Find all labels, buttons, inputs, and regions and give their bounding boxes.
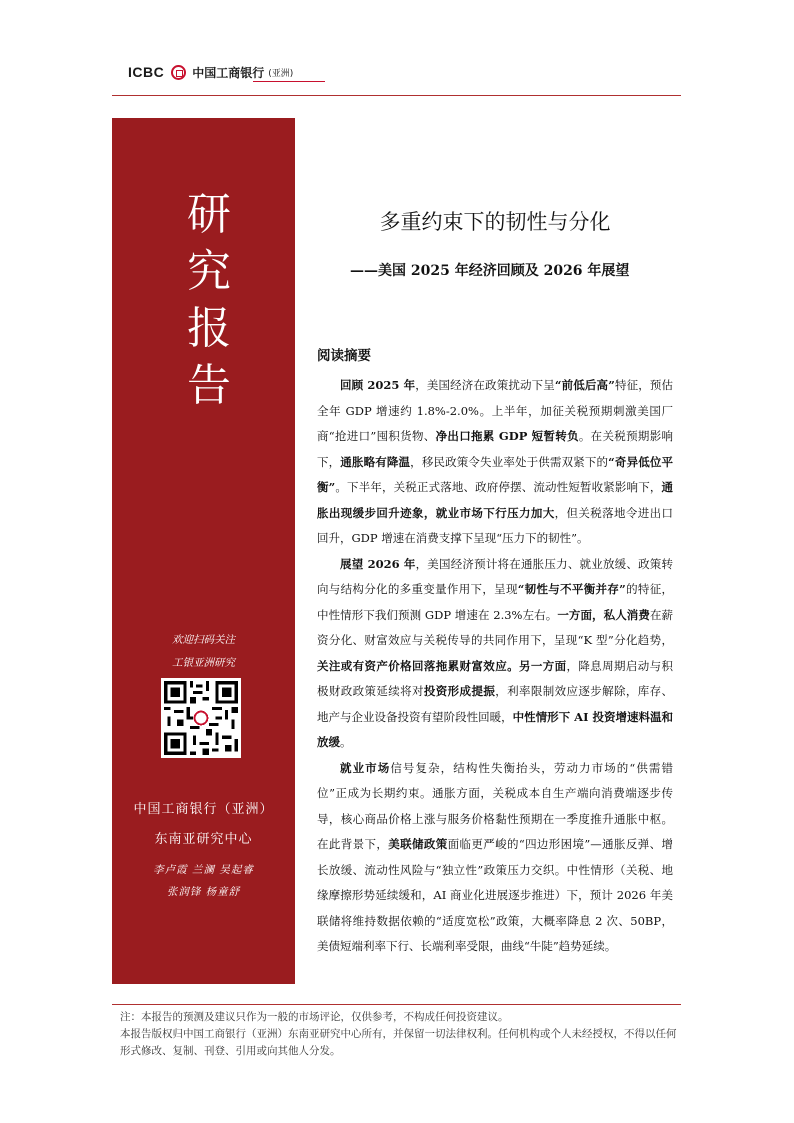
- panel-title-char: 研: [187, 189, 231, 240]
- body-text: 面临更严峻的“四边形困境”—通胀反弹、增长放缓、流动性风险与“独立性”政策压力交织。中性情形（关税、地缘摩擦形势延续缓和，AI 商业化进展逐步推进）下，预计 2026 年美联储将维持数据依赖的“适度宽松”政策，大概率降息 2 次、50BP，美债短端利率下行、长端利率受限，曲线“牛陡”趋势延续。: [317, 837, 674, 953]
- emphasis-text: 通胀略有降温: [340, 454, 411, 469]
- emphasis-text: “前低后高”: [554, 378, 615, 392]
- emphasis-text: 一方面，私人消费: [557, 607, 650, 622]
- icbc-logo: [128, 63, 293, 81]
- disclaimer-line: 注：本报告的预测及建议只作为一般的市场评论，仅供参考，不构成任何投资建议。: [120, 1011, 509, 1023]
- follow-text-line2: 工银亚洲研究: [172, 657, 235, 669]
- body-text: ，利率限制效应逐步解除，库存、地产与企业设备投资有望阶段性回暖，: [317, 684, 674, 724]
- emphasis-text: 回顾 2025 年: [340, 378, 416, 392]
- emphasis-text: “奇异低位平衡”: [317, 454, 673, 494]
- logo-subtitle: (亚洲): [268, 68, 294, 79]
- body-text: 在薪资分化、财富效应与关税传导的共同作用下，呈现“K 型”分化趋势，: [317, 607, 674, 647]
- org-name: 中国工商银行（亚洲）: [133, 802, 274, 817]
- org-dept: 东南亚研究中心: [154, 832, 253, 847]
- body-text: 信号复杂，结构性失衡抬头，劳动力市场的“供需错位”正成为长期约束。通胀方面，关税成本自生产端向消费端逐步传导，核心商品价格上涨与服务价格黏性预期在一季度推升通胀中枢。在此背景下，: [317, 760, 673, 851]
- body-text: ，美国经济预计将在通胀压力、就业放缓、政策转向与结构分化的多重变量作用下，呈现: [317, 556, 674, 596]
- panel-title: [179, 186, 239, 414]
- summary-body: [317, 373, 673, 960]
- summary-paragraph: [317, 552, 673, 756]
- emphasis-text: 净出口拖累 GDP 短暂转负: [435, 429, 579, 443]
- emphasis-text: 就业市场: [340, 760, 391, 775]
- emphasis-text: 展望 2026 年: [340, 556, 416, 571]
- logo-chinese: 中国工商银行: [192, 65, 265, 80]
- body-text: 。在关税预期影响下，: [317, 429, 673, 469]
- body-text: 特征，预估全年 GDP 增速约 1.8%-2.0%。上半年，加征关税预期刺激美国厂商“抢进口”囤积货物、: [317, 378, 674, 443]
- report-subtitle: ——美国 2025 年经济回顾及 2026 年展望: [350, 263, 630, 279]
- emphasis-text: 投资形成提振: [423, 684, 496, 698]
- header-divider: [112, 95, 681, 96]
- section-heading: 阅读摘要: [317, 348, 371, 364]
- panel-title-char: 告: [187, 360, 231, 411]
- report-side-panel: [112, 118, 295, 984]
- summary-paragraph: [317, 373, 673, 552]
- emphasis-text: 中性情形下 AI 投资增速料温和放缓: [317, 709, 673, 749]
- logo-english: ICBC: [128, 64, 165, 80]
- emphasis-text: 通胀出现缓步回升迹象，就业市场下行压力加大: [317, 480, 673, 520]
- body-text: 。下半年，关税正式落地、政府停摆、流动性短暂收紧影响下，: [335, 480, 662, 494]
- logo-underline: [253, 81, 325, 82]
- follow-text-line1: 欢迎扫码关注: [172, 634, 235, 646]
- body-text: 的特征，中性情形下我们预测 GDP 增速在 2.3%左右。: [317, 582, 674, 622]
- authors-line2: 张润锋 杨童舒: [166, 886, 241, 898]
- summary-paragraph: [317, 756, 673, 960]
- body-text: ，美国经济在政策扰动下呈: [415, 378, 555, 392]
- icbc-emblem-icon: [171, 65, 186, 80]
- panel-title-char: 报: [187, 303, 231, 354]
- report-title: 多重约束下的韧性与分化: [379, 210, 611, 234]
- emphasis-text: “韧性与不平衡并存”: [517, 582, 626, 596]
- authors-line1: 李卢霞 兰澜 吴起睿: [153, 864, 254, 876]
- emphasis-text: 关注或有资产价格回落拖累财富效应。另一方面: [317, 658, 567, 673]
- body-text: 。: [340, 735, 352, 749]
- footer-divider: [112, 1004, 681, 1005]
- body-text: ，降息周期启动与积极财政政策延续将对: [317, 658, 674, 698]
- body-text: ，移民政策令失业率处于供需双紧下的: [410, 454, 609, 469]
- copyright-line: 本报告版权归中国工商银行（亚洲）东南亚研究中心所有，并保留一切法律权利。任何机构或个人未经授权，不得以任何形式修改、复制、刊登、引用或向其他人分发。: [120, 1028, 677, 1057]
- disclaimer: [120, 1009, 680, 1060]
- emphasis-text: 美联储政策: [388, 837, 448, 851]
- panel-title-char: 究: [187, 246, 231, 297]
- qr-code-icon[interactable]: [161, 678, 241, 758]
- body-text: ，但关税落地令进出口回升，GDP 增速在消费支撑下呈现“压力下的韧性”。: [317, 505, 674, 545]
